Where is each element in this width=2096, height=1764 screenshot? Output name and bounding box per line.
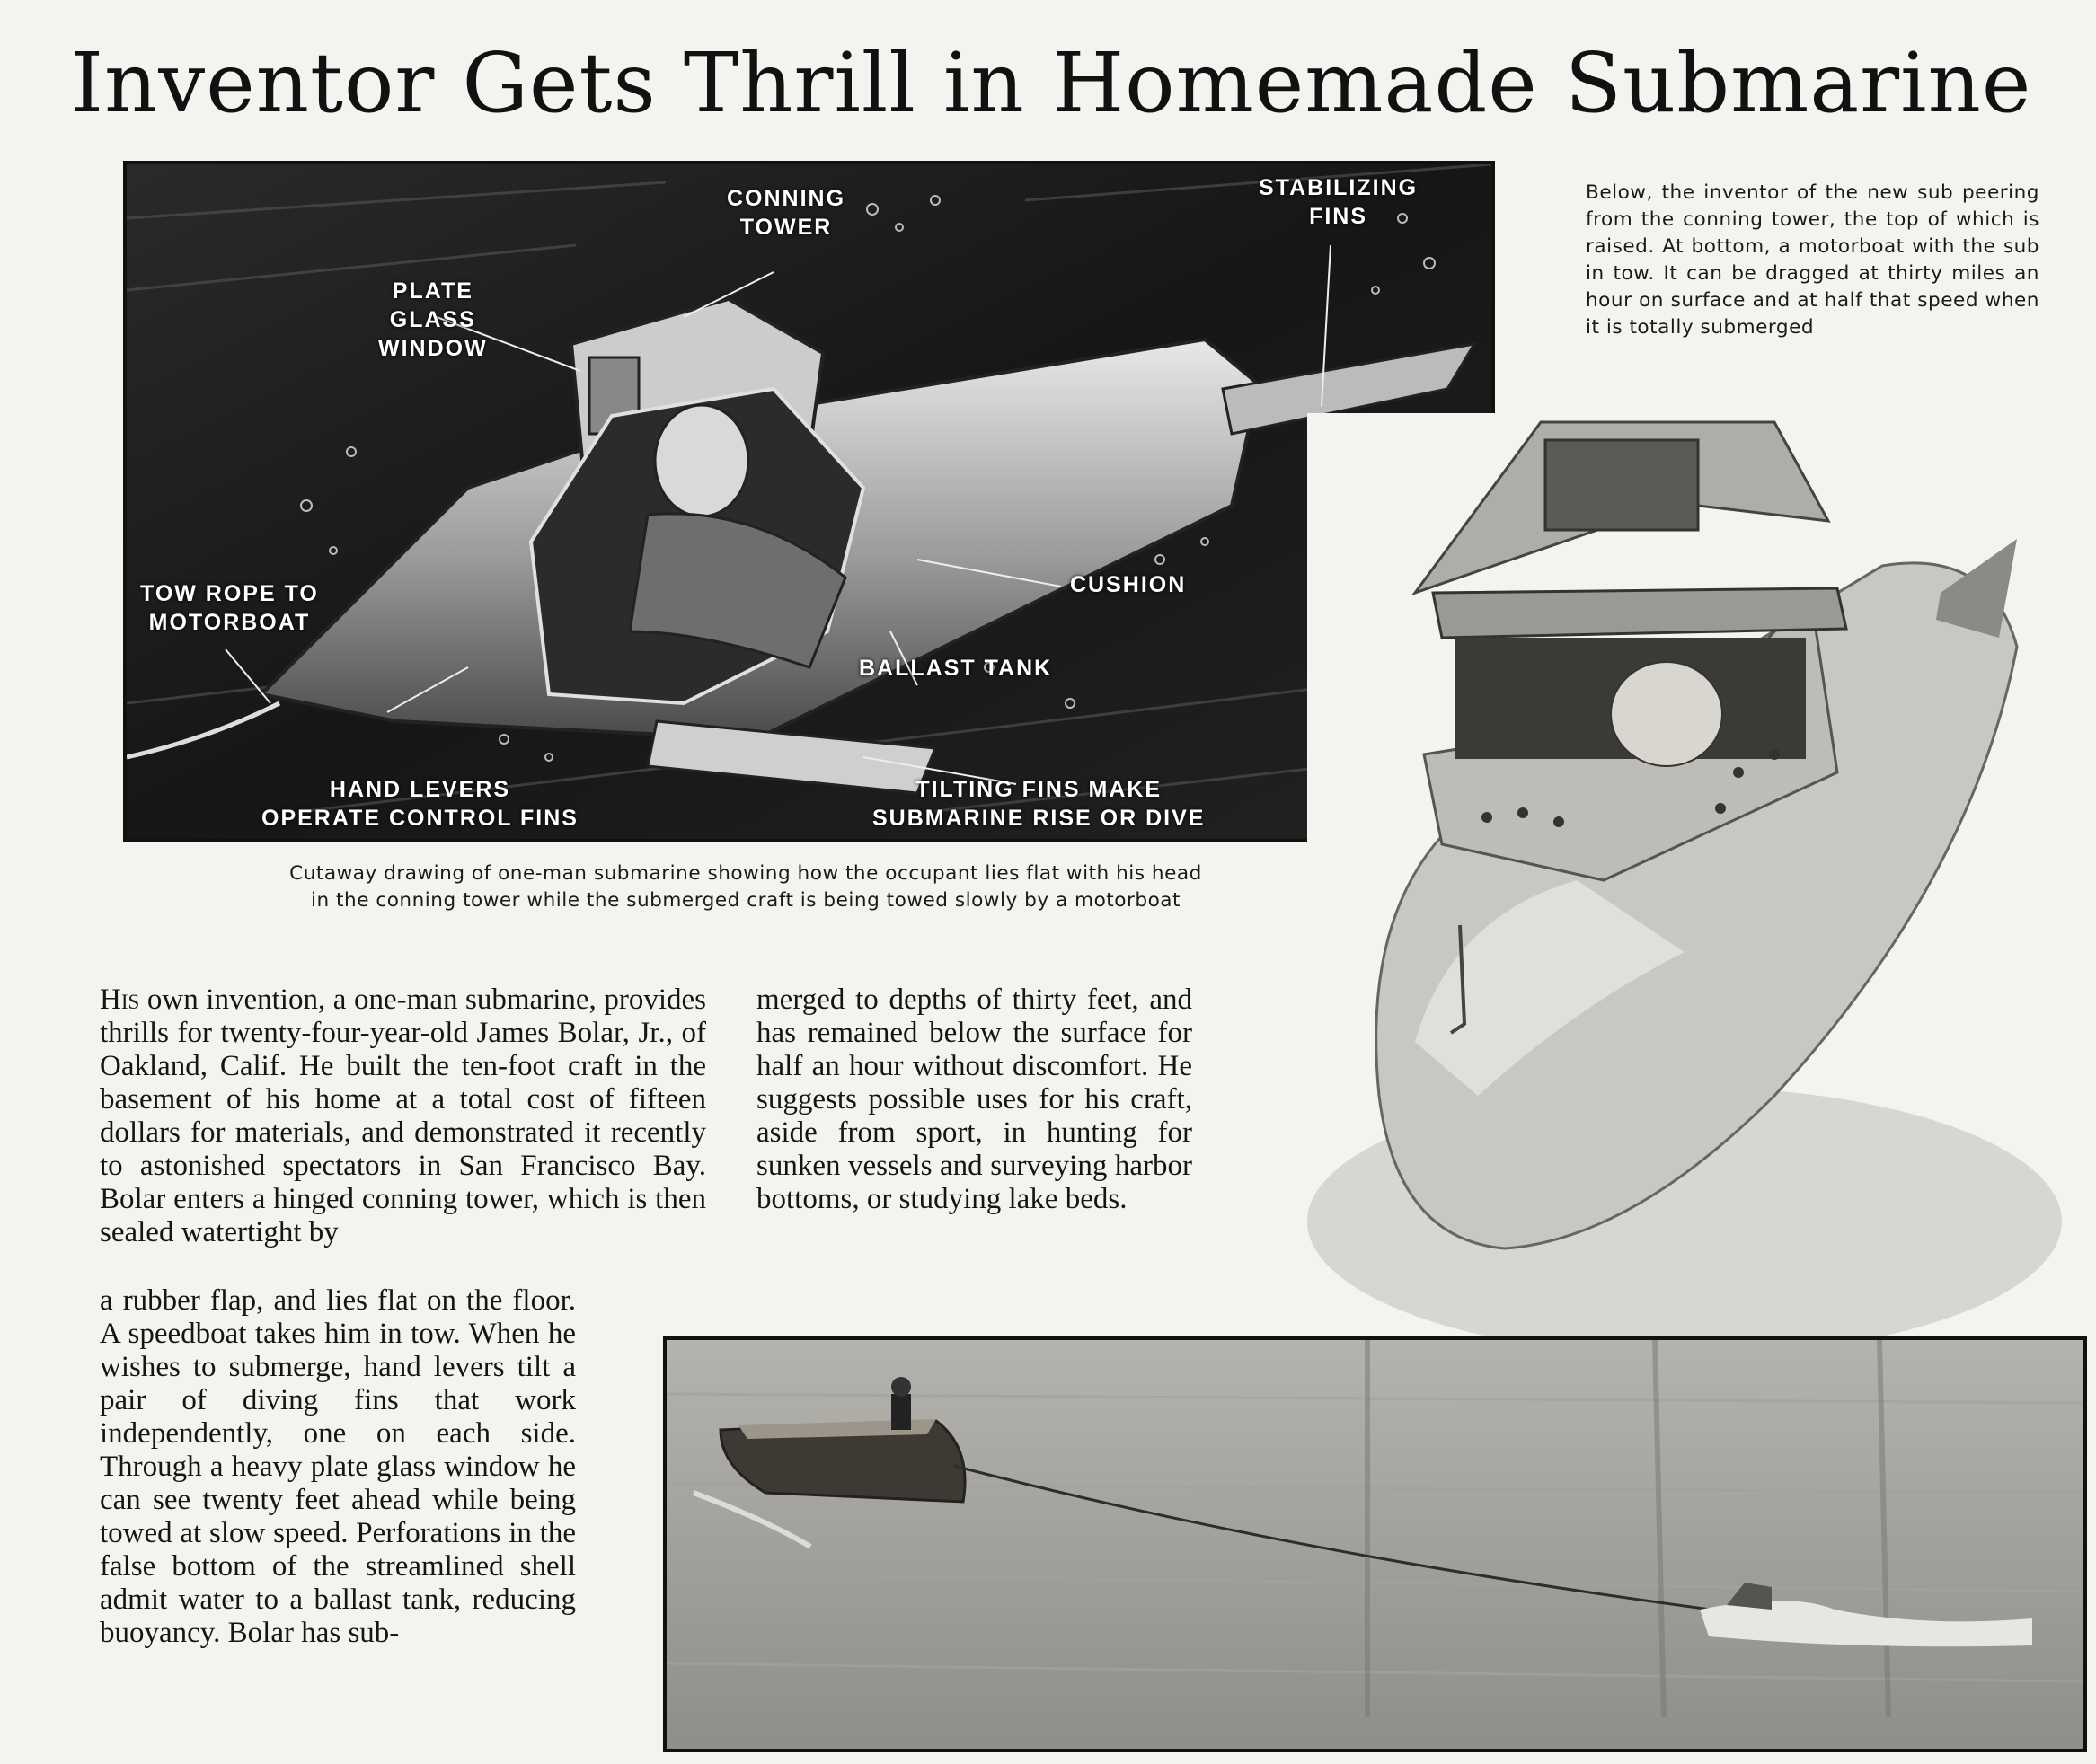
label-tilting-fins: TILTING FINS MAKE SUBMARINE RISE OR DIVE [872,777,1206,831]
label-hand-levers: HAND LEVERS OPERATE CONTROL FINS [261,777,579,831]
submarine-photo [1307,413,2096,1347]
article-column-2 [756,983,1192,1216]
article-col3-text: a rubber flap, and lies flat on the floor. A speedboat takes him in tow. When he wishes to submerge, hand levers tilt a pair of diving fins that work independently, one on each side. Through a heavy plate glass window he can see twenty feet ahead while being towed at slow speed. Perforations in the false bottom of the streamlined shell admit water to a ballast tank, reducing buoyancy. Bolar has sub- [100,1284,576,1649]
caption-drawing [162,860,1330,914]
article-col2-text: merged to depths of thirty feet, and has remained below the surface for half an hour without discomfort. He suggests possible uses for his craft, aside from sport, in hunting for sunken vessels and surveying harbor bottoms, or studying lake beds. [756,983,1192,1215]
article-title: Inventor Gets Thrill in Homemade Submarine [70,35,2032,131]
label-stabilizing-fins: STABILIZING FINS [1259,175,1419,229]
submarine-cutaway-illustration [127,164,1491,839]
label-conning-tower: CONNING TOWER [727,186,846,240]
caption-right: Below, the inventor of the new sub peering from the conning tower, the top of which is raised. At bottom, a motorboat with the sub in tow. It can be dragged at thirty miles an hour on surface and at half that speed when it is totally submerged [1586,181,2039,339]
label-cushion: CUSHION [1070,572,1187,597]
article-lead-in: His [100,983,140,1016]
label-tow-rope: TOW ROPE TO MOTORBOAT [140,581,319,635]
caption-drawing-line1: Cutaway drawing of one-man submarine showing how the occupant lies flat with his head [289,862,1202,885]
article-column-1-continued [100,1284,576,1650]
submarine-photo-illustration [1307,413,2096,1347]
motorboat-photo [663,1336,2087,1752]
label-plate-glass-window: PLATE GLASS WINDOW [378,278,488,361]
article-paragraph-1 [100,983,706,1249]
motorboat-photo-illustration [667,1340,2083,1749]
article-column-1 [100,983,706,1249]
label-ballast-tank: BALLAST TANK [859,656,1053,681]
cutaway-drawing [123,161,1495,842]
article-col1-text: own invention, a one-man submarine, provides thrills for twenty-four-year-old James Bolar, Jr., of Oakland, Calif. He built the ten-foot craft in the basement of his home at a total cost of fifteen dollars for materials, and demonstrated it recently to astonished spectators in San Francisco Bay. Bolar enters a hinged conning tower, which is then sealed watertight by [100,983,706,1248]
caption-drawing-line2: in the conning tower while the submerged craft is being towed slowly by a motorboat [311,889,1181,912]
